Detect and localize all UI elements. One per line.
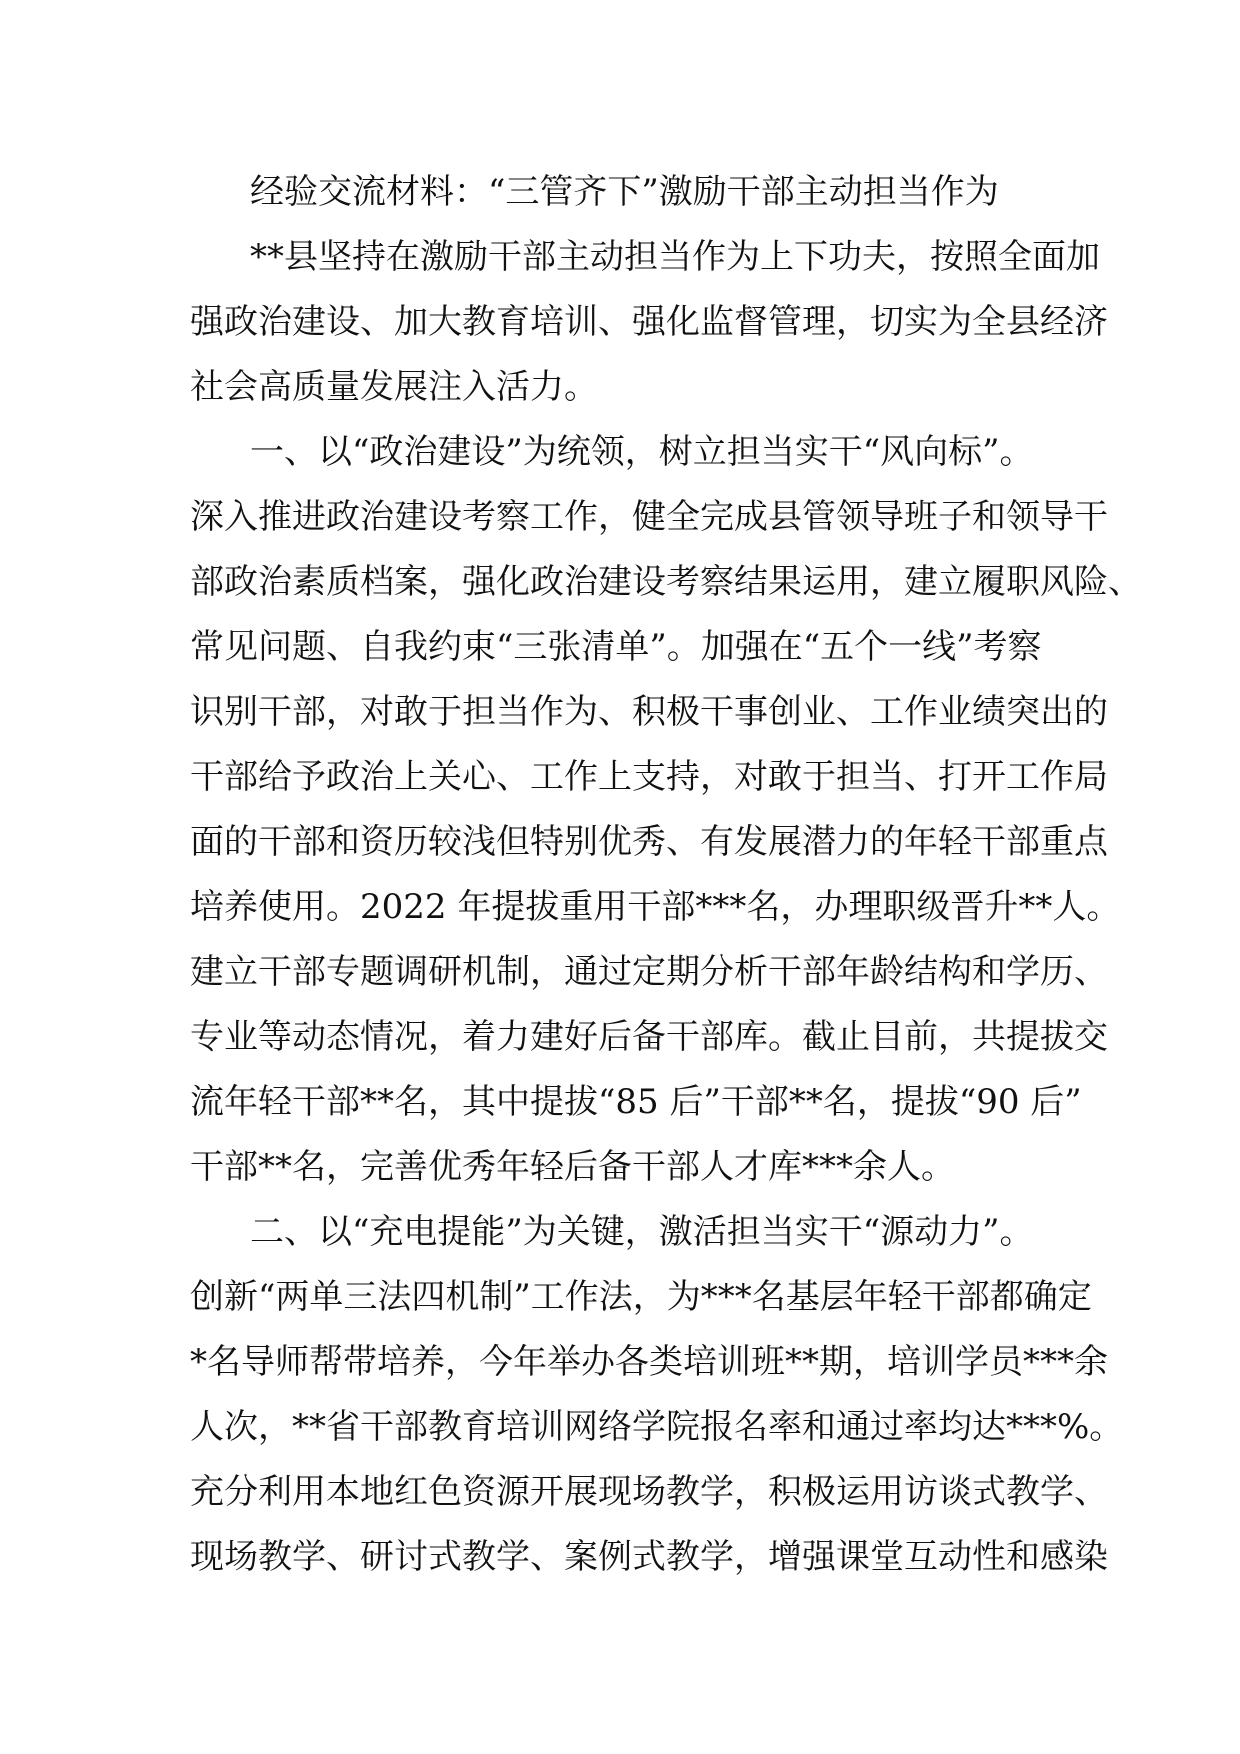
- document-title: 经验交流材料：“三管齐下”激励干部主动担当作为: [250, 172, 999, 212]
- paragraph-line: 识别干部，对敢于担当作为、积极干事创业、工作业绩突出的: [190, 692, 1108, 732]
- paragraph-line: 社会高质量发展注入活力。: [190, 367, 598, 407]
- paragraph-line: 创新“两单三法四机制”工作法，为***名基层年轻干部都确定: [190, 1277, 1092, 1317]
- section-heading-1: 一、以“政治建设”为统领，树立担当实干“风向标”。: [250, 432, 1034, 472]
- paragraph-line: 培养使用。2022 年提拔重用干部***名，办理职级晋升**人。: [190, 887, 1121, 927]
- paragraph-line: 面的干部和资历较浅但特别优秀、有发展潜力的年轻干部重点: [190, 822, 1108, 862]
- paragraph-line: 干部**名，完善优秀年轻后备干部人才库***余人。: [190, 1147, 955, 1187]
- paragraph-line: 部政治素质档案，强化政治建设考察结果运用，建立履职风险、: [190, 562, 1142, 602]
- section-heading-2: 二、以“充电提能”为关键，激活担当实干“源动力”。: [250, 1212, 1034, 1252]
- paragraph-line: *名导师帮带培养，今年举办各类培训班**期，培训学员***余: [190, 1342, 1108, 1382]
- paragraph-line: 深入推进政治建设考察工作，健全完成县管领导班子和领导干: [190, 497, 1108, 537]
- paragraph-line: 流年轻干部**名，其中提拔“85 后”干部**名，提拔“90 后”: [190, 1082, 1082, 1122]
- paragraph-line: 常见问题、自我约束“三张清单”。加强在“五个一线”考察: [190, 627, 1042, 667]
- paragraph-line: 干部给予政治上关心、工作上支持，对敢于担当、打开工作局: [190, 757, 1108, 797]
- paragraph-line: **县坚持在激励干部主动担当作为上下功夫，按照全面加: [250, 237, 1100, 277]
- paragraph-line: 强政治建设、加大教育培训、强化监督管理，切实为全县经济: [190, 302, 1108, 342]
- paragraph-line: 充分利用本地红色资源开展现场教学，积极运用访谈式教学、: [190, 1472, 1108, 1512]
- paragraph-line: 现场教学、研讨式教学、案例式教学，增强课堂互动性和感染: [190, 1537, 1108, 1577]
- paragraph-line: 建立干部专题调研机制，通过定期分析干部年龄结构和学历、: [190, 952, 1108, 992]
- paragraph-line: 专业等动态情况，着力建好后备干部库。截止目前，共提拔交: [190, 1017, 1108, 1057]
- paragraph-line: 人次，**省干部教育培训网络学院报名率和通过率均达***%。: [190, 1407, 1124, 1447]
